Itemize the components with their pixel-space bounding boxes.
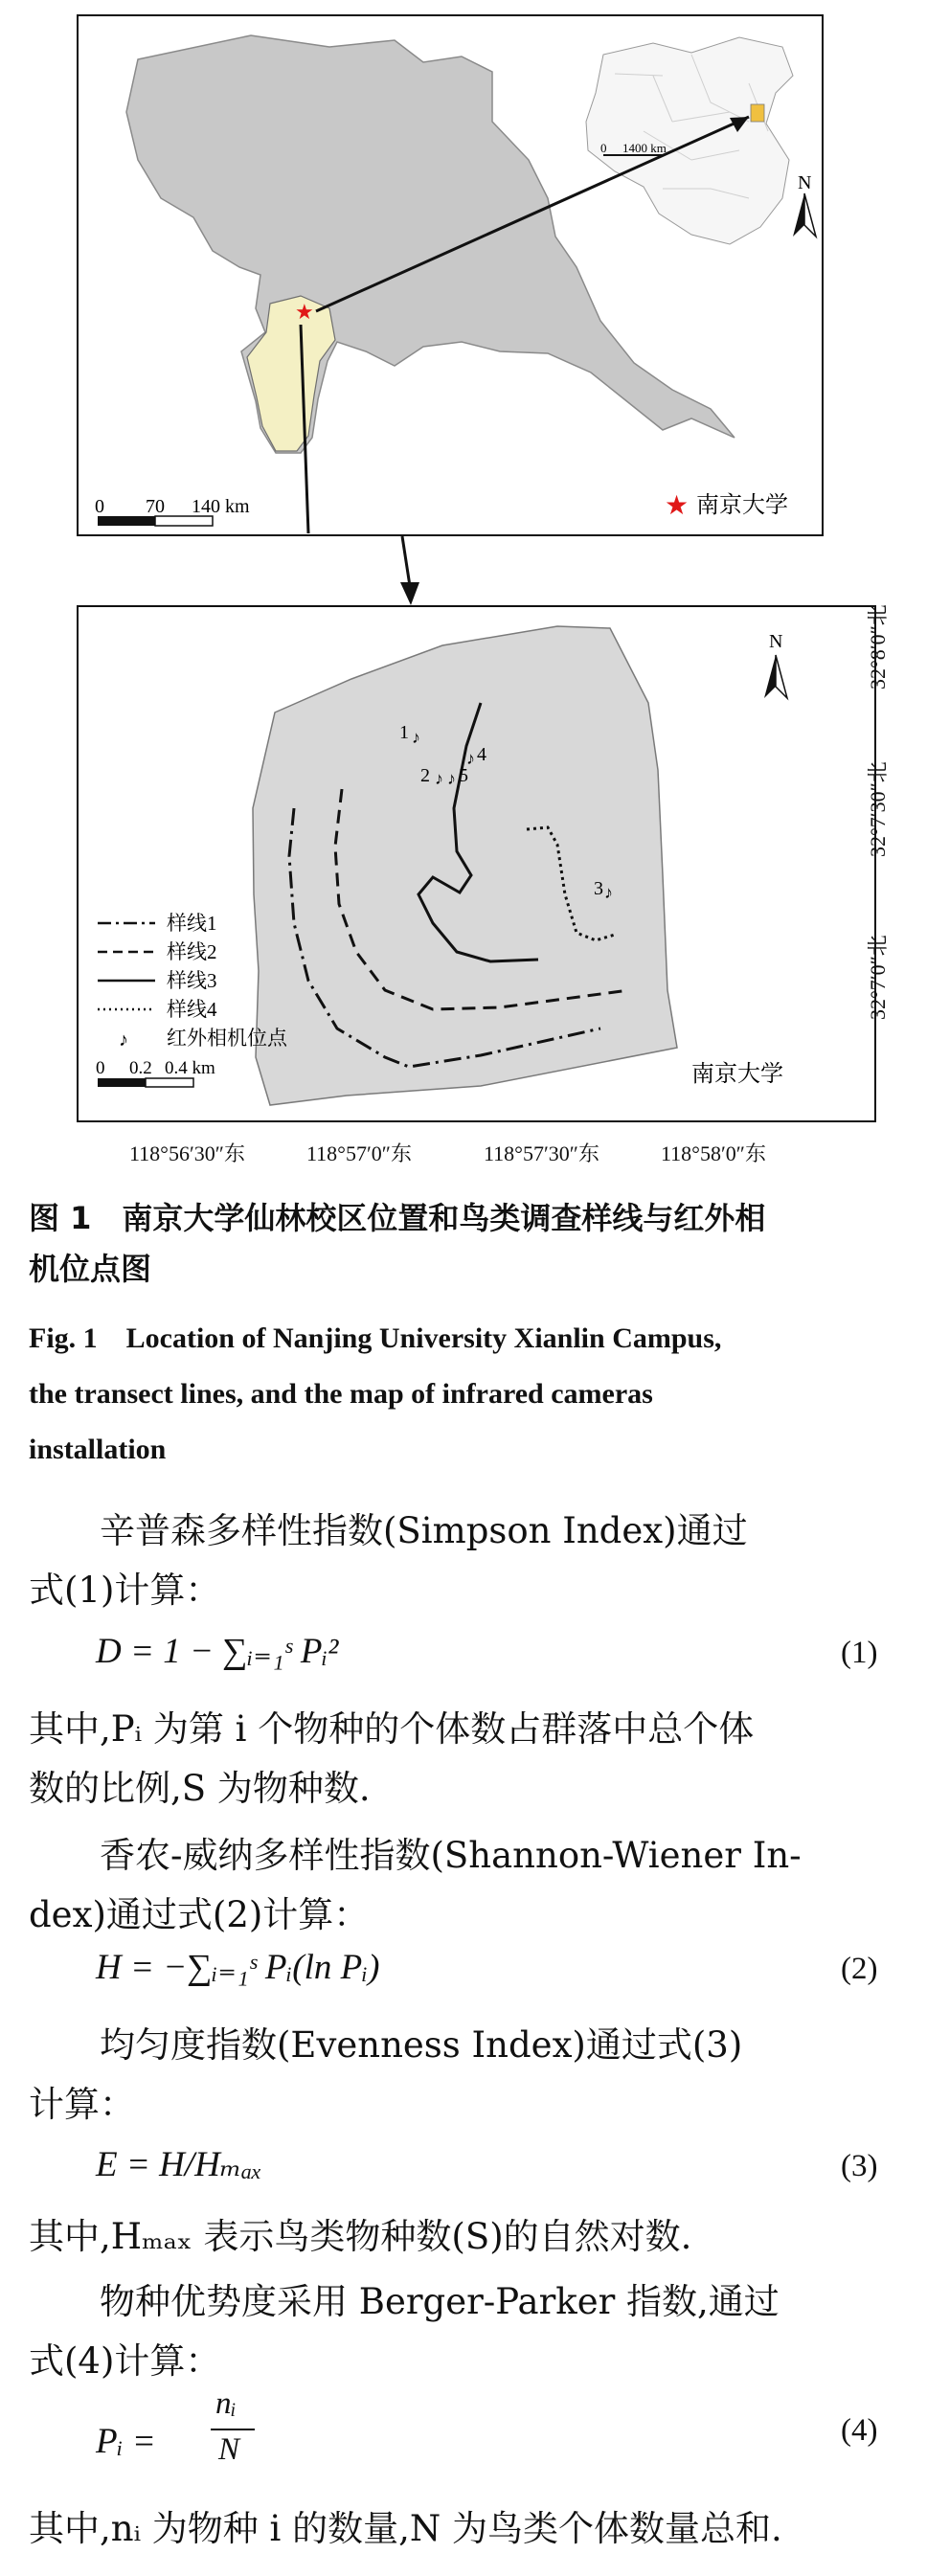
lat-label: 32°7′0″北 bbox=[866, 935, 890, 1020]
equation-4-numerator: nᵢ bbox=[215, 2386, 237, 2421]
camera-label: 4 bbox=[477, 744, 486, 765]
equation-1: D = 1 − ∑ᵢ₌₁ˢ Pᵢ² bbox=[96, 1632, 339, 1671]
scale-bar bbox=[96, 1058, 215, 1087]
fraction-bar bbox=[211, 2429, 255, 2430]
caption-cn-1: 图 1 南京大学仙林校区位置和鸟类调查样线与红外相 bbox=[29, 1200, 766, 1236]
lon-label: 118°57′30″东 bbox=[484, 1141, 599, 1165]
camera-icon: ♪ bbox=[466, 749, 475, 768]
legend-label: 红外相机位点 bbox=[167, 1027, 287, 1050]
svg-text:0: 0 bbox=[96, 1058, 105, 1078]
lat-label: 32°7′30″北 bbox=[866, 761, 890, 857]
camera-icon: ♪ bbox=[435, 769, 443, 788]
campus-label: 南京大学 bbox=[691, 1060, 783, 1087]
camera-label: 1 bbox=[399, 722, 409, 743]
svg-text:0: 0 bbox=[95, 496, 104, 517]
legend-label: 样线3 bbox=[167, 969, 217, 992]
nanjing-star-icon: ★ bbox=[295, 300, 314, 324]
china-inset bbox=[586, 37, 793, 244]
equation-2: H = −∑ᵢ₌₁ˢ Pᵢ(ln Pᵢ) bbox=[96, 1948, 380, 1987]
equation-number: (1) bbox=[841, 1636, 878, 1670]
paragraph-line: 其中,Pᵢ 为第 i 个物种的个体数占群落中总个体 bbox=[29, 1708, 755, 1750]
caption-en-1: Fig. 1 Location of Nanjing University Xianlin Campus, bbox=[29, 1322, 722, 1354]
paragraph-line: 均匀度指数(Evenness Index)通过式(3) bbox=[29, 2024, 743, 2066]
equation-number: (4) bbox=[841, 2413, 878, 2448]
camera-icon: ♪ bbox=[412, 728, 420, 747]
equation-number: (2) bbox=[841, 1952, 878, 1986]
svg-text:0.4 km: 0.4 km bbox=[165, 1058, 215, 1078]
legend-label: 样线2 bbox=[167, 940, 217, 963]
paragraph-line: 辛普森多样性指数(Simpson Index)通过 bbox=[29, 1510, 748, 1551]
svg-text:N: N bbox=[798, 172, 812, 193]
equation-4-denominator: N bbox=[218, 2432, 240, 2467]
inset-scale-max: 1400 km bbox=[622, 141, 667, 155]
paragraph-line: 其中,Hₘₐₓ 表示鸟类物种数(S)的自然对数. bbox=[29, 2216, 692, 2257]
connector-arrow bbox=[383, 536, 441, 613]
equation-number: (3) bbox=[841, 2149, 878, 2183]
equation-4-lhs: Pᵢ = bbox=[96, 2422, 156, 2461]
lon-label: 118°56′30″东 bbox=[129, 1141, 245, 1165]
legend-label: 样线1 bbox=[167, 912, 217, 935]
inset-scale-zero: 0 bbox=[600, 141, 607, 155]
lon-label: 118°57′0″东 bbox=[306, 1141, 412, 1165]
svg-text:0.2: 0.2 bbox=[129, 1058, 152, 1078]
north-arrow-icon bbox=[793, 172, 816, 237]
lat-label: 32°8′0″北 bbox=[866, 604, 890, 689]
svg-text:140 km: 140 km bbox=[192, 496, 250, 517]
north-arrow-icon bbox=[764, 631, 787, 698]
province-map-frame bbox=[77, 14, 824, 536]
camera-label: 5 bbox=[459, 765, 468, 786]
caption-en-3: installation bbox=[29, 1434, 167, 1465]
campus-map-frame bbox=[77, 605, 876, 1122]
paragraph-line: dex)通过式(2)计算： bbox=[29, 1894, 370, 1935]
svg-text:70: 70 bbox=[146, 496, 165, 517]
legend-star-label: 南京大学 bbox=[696, 491, 788, 518]
scale-bar bbox=[95, 496, 250, 526]
legend-label: 样线4 bbox=[167, 998, 217, 1021]
camera-icon: ♪ bbox=[447, 769, 456, 788]
campus-map bbox=[79, 607, 874, 1120]
caption-cn-2: 机位点图 bbox=[29, 1251, 152, 1287]
paragraph-line: 其中,nᵢ 为物种 i 的数量,N 为鸟类个体数量总和. bbox=[29, 2508, 782, 2549]
paragraph-line: 物种优势度采用 Berger-Parker 指数,通过 bbox=[29, 2281, 780, 2322]
paragraph-line: 数的比例,S 为物种数. bbox=[29, 1768, 371, 1809]
province-map bbox=[79, 16, 822, 534]
camera-icon: ♪ bbox=[604, 883, 613, 902]
paragraph-line: 式(4)计算： bbox=[29, 2340, 221, 2382]
paragraph-line: 式(1)计算： bbox=[29, 1570, 221, 1611]
camera-label: 3 bbox=[594, 878, 603, 899]
camera-legend-icon: ♪ bbox=[119, 1029, 128, 1051]
caption-en-2: the transect lines, and the map of infrared cameras bbox=[29, 1378, 653, 1410]
paragraph-line: 香农-威纳多样性指数(Shannon-Wiener In- bbox=[29, 1835, 802, 1876]
equation-3: E = H/Hₘₐₓ bbox=[96, 2145, 262, 2184]
paragraph-line: 计算： bbox=[29, 2084, 135, 2125]
legend-star-icon: ★ bbox=[665, 491, 690, 521]
svg-text:N: N bbox=[769, 631, 783, 652]
camera-label: 2 bbox=[420, 765, 430, 786]
lon-label: 118°58′0″东 bbox=[661, 1141, 766, 1165]
